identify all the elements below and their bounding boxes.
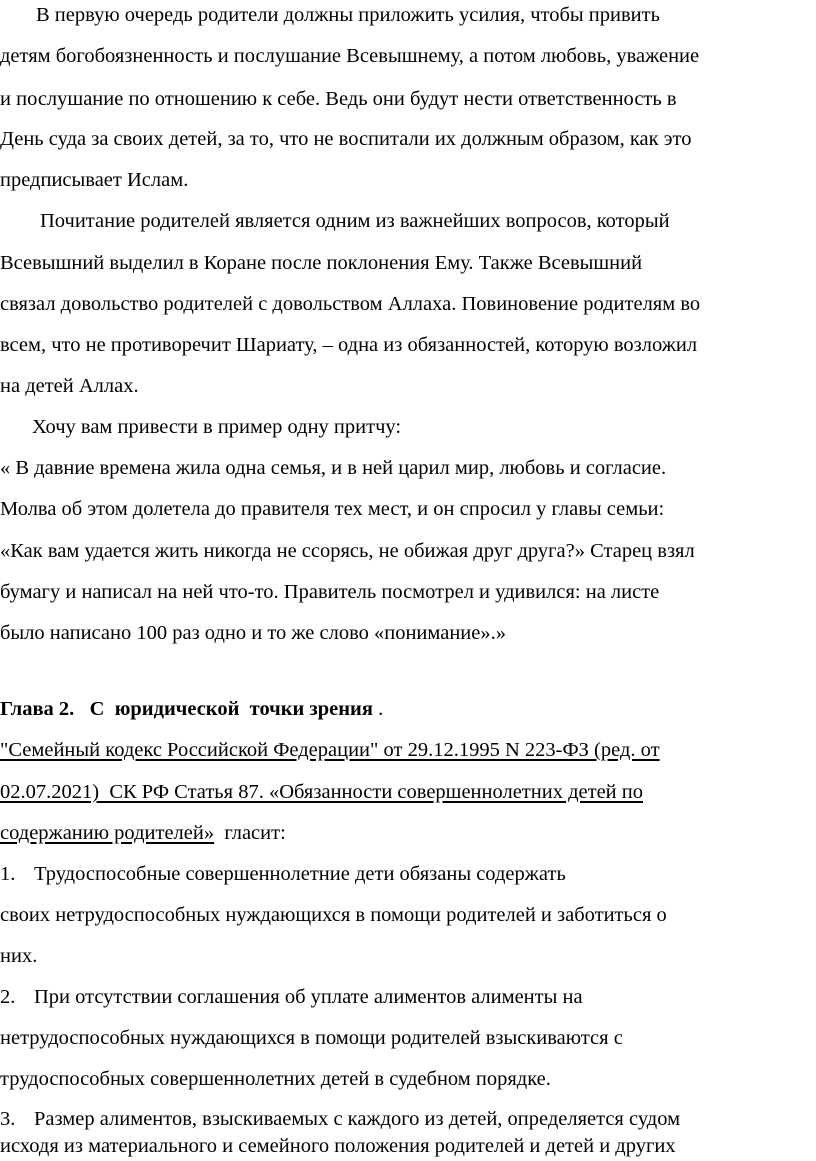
law-reference-link[interactable]: содержанию родителей»: [0, 822, 215, 844]
paragraph-line: Всевышний выделил в Коране после поклонения Ему. Также Всевышний: [0, 252, 643, 274]
law-reference-link[interactable]: 02.07.2021) СК РФ Статья 87. «Обязанности совершеннолетних детей по: [0, 781, 643, 803]
paragraph-line: День суда за своих детей, за то, что не воспитали их должным образом, как это: [0, 128, 692, 150]
chapter-title: Глава 2. С юридической точки зрения: [0, 698, 373, 720]
list-item-text: исходя из материального и семейного положения родителей и детей и других: [0, 1135, 676, 1157]
paragraph-line: «Как вам удается жить никогда не ссорясь, не обижая друг друга?» Старец взял: [0, 540, 695, 562]
paragraph-line: В первую очередь родители должны приложить усилия, чтобы привить: [36, 4, 660, 26]
list-item: [0, 862, 566, 886]
paragraph-line: всем, что не противоречит Шариату, – одна из обязанностей, которую возложил: [0, 334, 698, 356]
list-item-text: При отсутствии соглашения об уплате алиментов алименты на: [34, 986, 583, 1008]
list-item-text: нетрудоспособных нуждающихся в помощи родителей взыскиваются с: [0, 1027, 623, 1049]
chapter-heading: [0, 697, 383, 721]
list-item: [0, 1107, 680, 1131]
paragraph-line: бумагу и написал на ней что-то. Правитель посмотрел и удивился: на листе: [0, 581, 660, 603]
paragraph-line: « В давние времена жила одна семья, и в ней царил мир, любовь и согласие.: [0, 457, 667, 479]
paragraph-line: детям богобоязненность и послушание Всевышнему, а потом любовь, уважение: [0, 45, 700, 67]
paragraph-line: Почитание родителей является одним из важнейших вопросов, который: [40, 210, 670, 232]
list-item-text: трудоспособных совершеннолетних детей в судебном порядке.: [0, 1068, 551, 1090]
paragraph-line: Хочу вам привести в пример одну притчу:: [32, 416, 402, 438]
list-item-text: них.: [0, 945, 38, 967]
list-item-number: 1.: [0, 863, 16, 885]
law-reference-line: [0, 821, 286, 845]
paragraph-line: Молва об этом долетела до правителя тех мест, и он спросил у главы семьи:: [0, 498, 665, 520]
law-reference-text: гласит:: [214, 822, 286, 844]
list-item-text: Размер алиментов, взыскиваемых с каждого из детей, определяется судом: [34, 1108, 681, 1130]
paragraph-line: на детей Аллах.: [0, 375, 139, 397]
list-item-text: своих нетрудоспособных нуждающихся в помощи родителей и заботиться о: [0, 904, 667, 926]
list-item-text: Трудоспособные совершеннолетние дети обязаны содержать: [34, 863, 566, 885]
list-item-number: 2.: [0, 986, 16, 1008]
list-item-number: 3.: [0, 1108, 16, 1130]
chapter-title-suffix: .: [372, 698, 384, 720]
paragraph-line: было написано 100 раз одно и то же слово «понимание».»: [0, 622, 507, 644]
paragraph-line: предписывает Ислам.: [0, 169, 189, 191]
list-item: [0, 985, 583, 1009]
law-reference-link[interactable]: "Семейный кодекс Российской Федерации" от 29.12.1995 N 223-ФЗ (ред. от: [0, 739, 660, 761]
paragraph-line: и послушание по отношению к себе. Ведь они будут нести ответственность в: [0, 88, 677, 110]
paragraph-line: связал довольство родителей с довольством Аллаха. Повиновение родителям во: [0, 293, 701, 315]
